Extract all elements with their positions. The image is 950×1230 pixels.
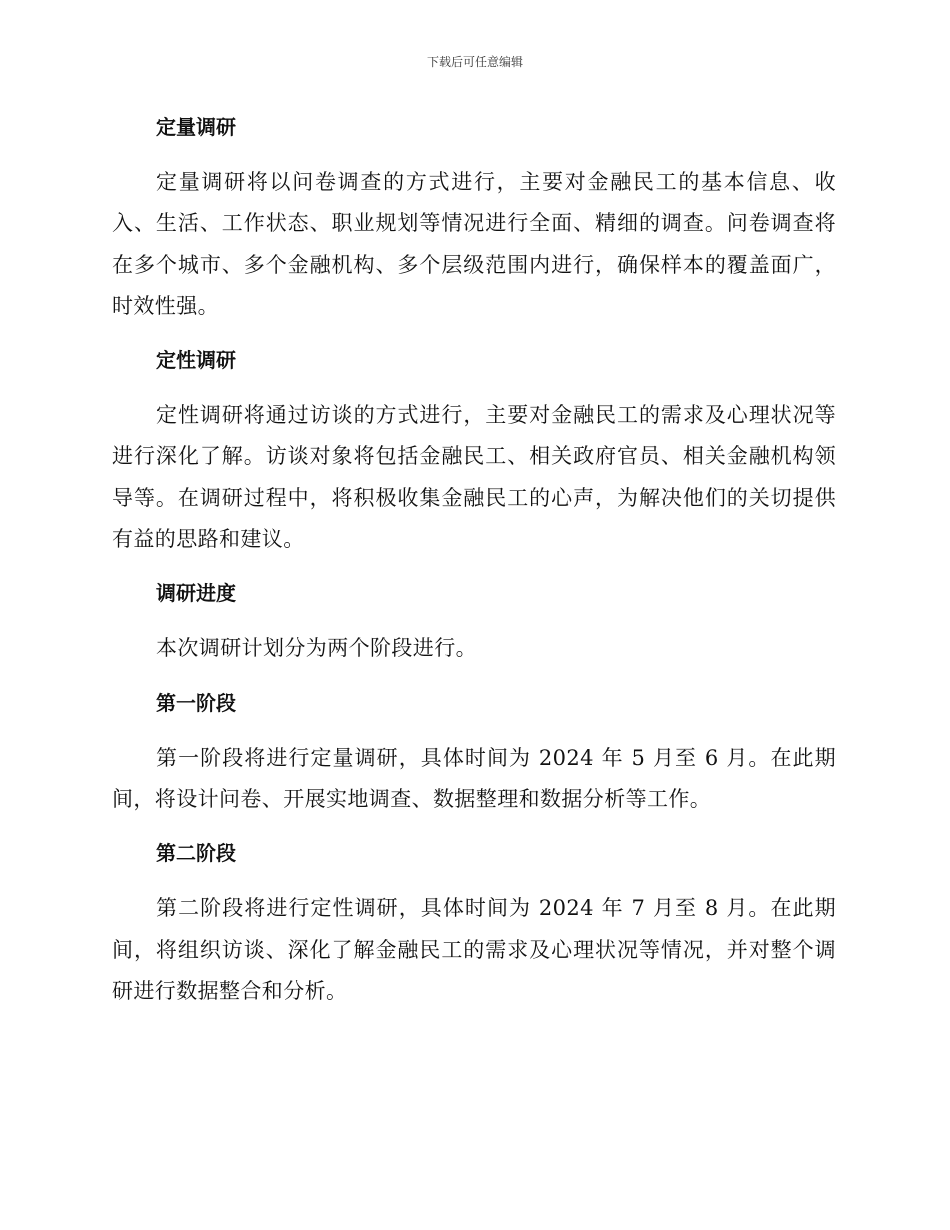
section-heading-phase2: 第二阶段 (156, 841, 236, 866)
section-body-phase1: 第一阶段将进行定量调研，具体时间为 2024 年 5 月至 6 月。在此期间，将设计问卷、开展实地调查、数据整理和数据分析等工作。 (112, 745, 836, 811)
section-body-phase2: 第二阶段将进行定性调研，具体时间为 2024 年 7 月至 8 月。在此期间，将组织访谈、深化了解金融民工的需求及心理状况等情况，并对整个调研进行数据整合和分析。 (112, 896, 836, 1003)
section-heading-qualitative: 定性调研 (156, 348, 236, 373)
page-header: 下载后可任意编辑 (426, 55, 523, 69)
section-body-quantitative: 定量调研将以问卷调查的方式进行，主要对金融民工的基本信息、收入、生活、工作状态、职业规划等情况进行全面、精细的调查。问卷调查将在多个城市、多个金融机构、多个层级范围内进行，确保样本的覆盖面广，时效性强。 (112, 170, 836, 318)
section-body-qualitative: 定性调研将通过访谈的方式进行，主要对金融民工的需求及心理状况等进行深化了解。访谈对象将包括金融民工、相关政府官员、相关金融机构领导等。在调研过程中，将积极收集金融民工的心声，为解决他们的关切提供有益的思路和建议。 (112, 403, 836, 552)
section-body-progress: 本次调研计划分为两个阶段进行。 (156, 636, 477, 661)
document-body (112, 107, 836, 1012)
section-heading-progress: 调研进度 (156, 581, 236, 606)
section-heading-quantitative: 定量调研 (156, 115, 236, 139)
section-heading-phase1: 第一阶段 (156, 690, 236, 715)
